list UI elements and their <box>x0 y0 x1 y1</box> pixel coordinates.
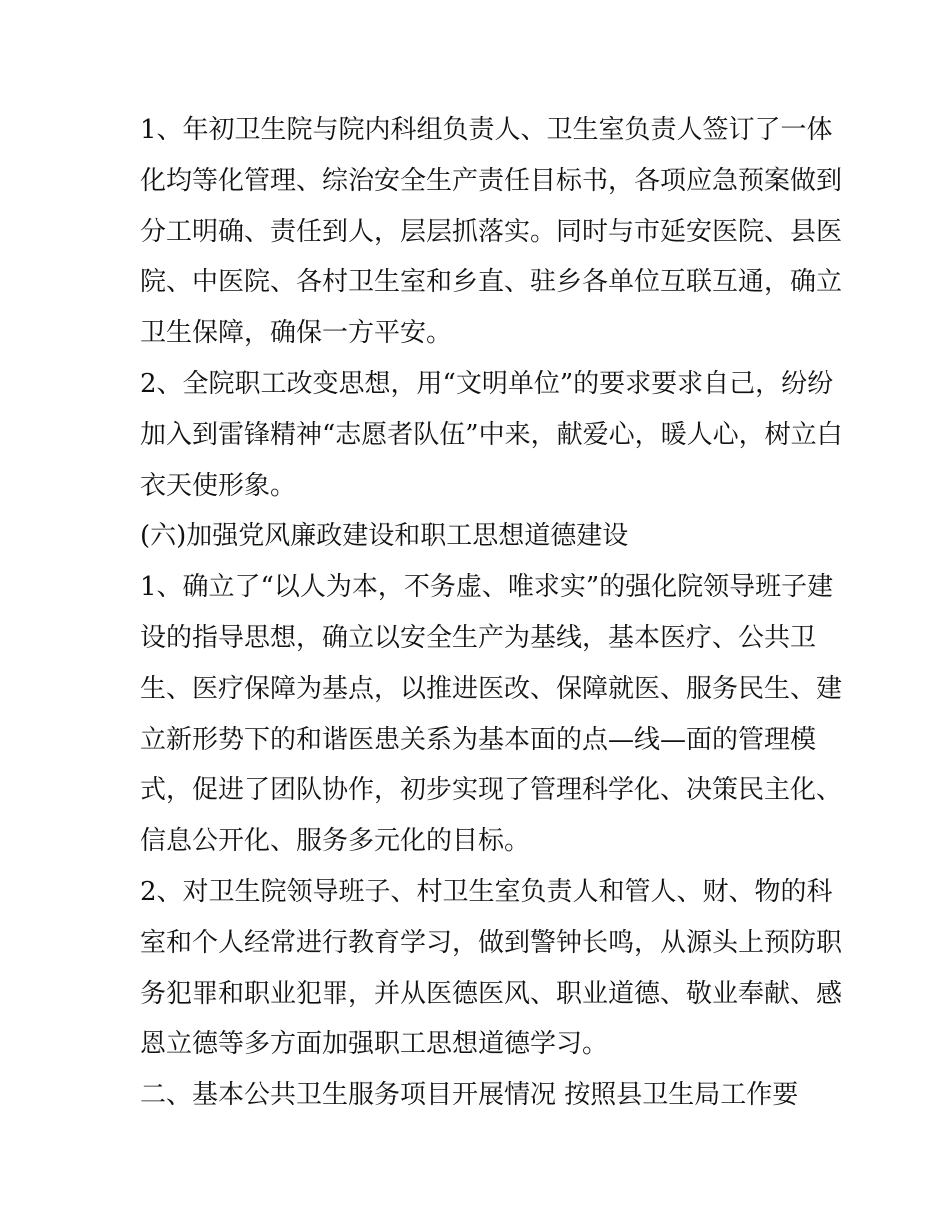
text-line: 恩立德等多方面加强职工思想道德学习。 <box>140 1029 609 1060</box>
text-line: 生、医疗保障为基点，以推进医改、保障就医、服务民生、建 <box>140 673 843 704</box>
text-line: 卫生保障，确保一方平安。 <box>140 318 453 349</box>
text-line: 院、中医院、各村卫生室和乡直、驻乡各单位互联互通，确立 <box>140 267 843 298</box>
text-line: 式，促进了团队协作，初步实现了管理科学化、决策民主化、 <box>140 775 843 806</box>
text-line: 务犯罪和职业犯罪，并从医德医风、职业道德、敬业奉献、感 <box>140 978 843 1009</box>
text-line: 化均等化管理、综治安全生产责任目标书，各项应急预案做到 <box>140 165 843 196</box>
text-line: 1、确立了“以人为本，不务虚、唯求实”的强化院领导班子建 <box>140 572 834 603</box>
text-line: 信息公开化、服务多元化的目标。 <box>140 826 531 857</box>
section-heading: (六)加强党风廉政建设和职工思想道德建设 <box>140 521 629 552</box>
text-line: 2、全院职工改变思想，用“文明单位”的要求要求自己，纷纷 <box>140 368 834 399</box>
section-heading: 二、基本公共卫生服务项目开展情况 按照县卫生局工作要 <box>140 1080 799 1111</box>
text-line: 设的指导思想，确立以安全生产为基线，基本医疗、公共卫 <box>140 622 817 653</box>
text-line: 立新形势下的和谐医患关系为基本面的点—线—面的管理模 <box>140 724 817 755</box>
text-line: 衣天使形象。 <box>140 470 297 501</box>
text-line: 2、对卫生院领导班子、村卫生室负责人和管人、财、物的科 <box>140 876 833 907</box>
text-line: 分工明确、责任到人，层层抓落实。同时与市延安医院、县医 <box>140 216 843 247</box>
text-line: 室和个人经常进行教育学习，做到警钟长鸣，从源头上预防职 <box>140 927 843 958</box>
text-line: 加入到雷锋精神“志愿者队伍”中来，献爱心，暖人心，树立白 <box>140 419 843 450</box>
text-line: 1、年初卫生院与院内科组负责人、卫生室负责人签订了一体 <box>140 115 833 145</box>
document-body <box>140 105 843 1121</box>
